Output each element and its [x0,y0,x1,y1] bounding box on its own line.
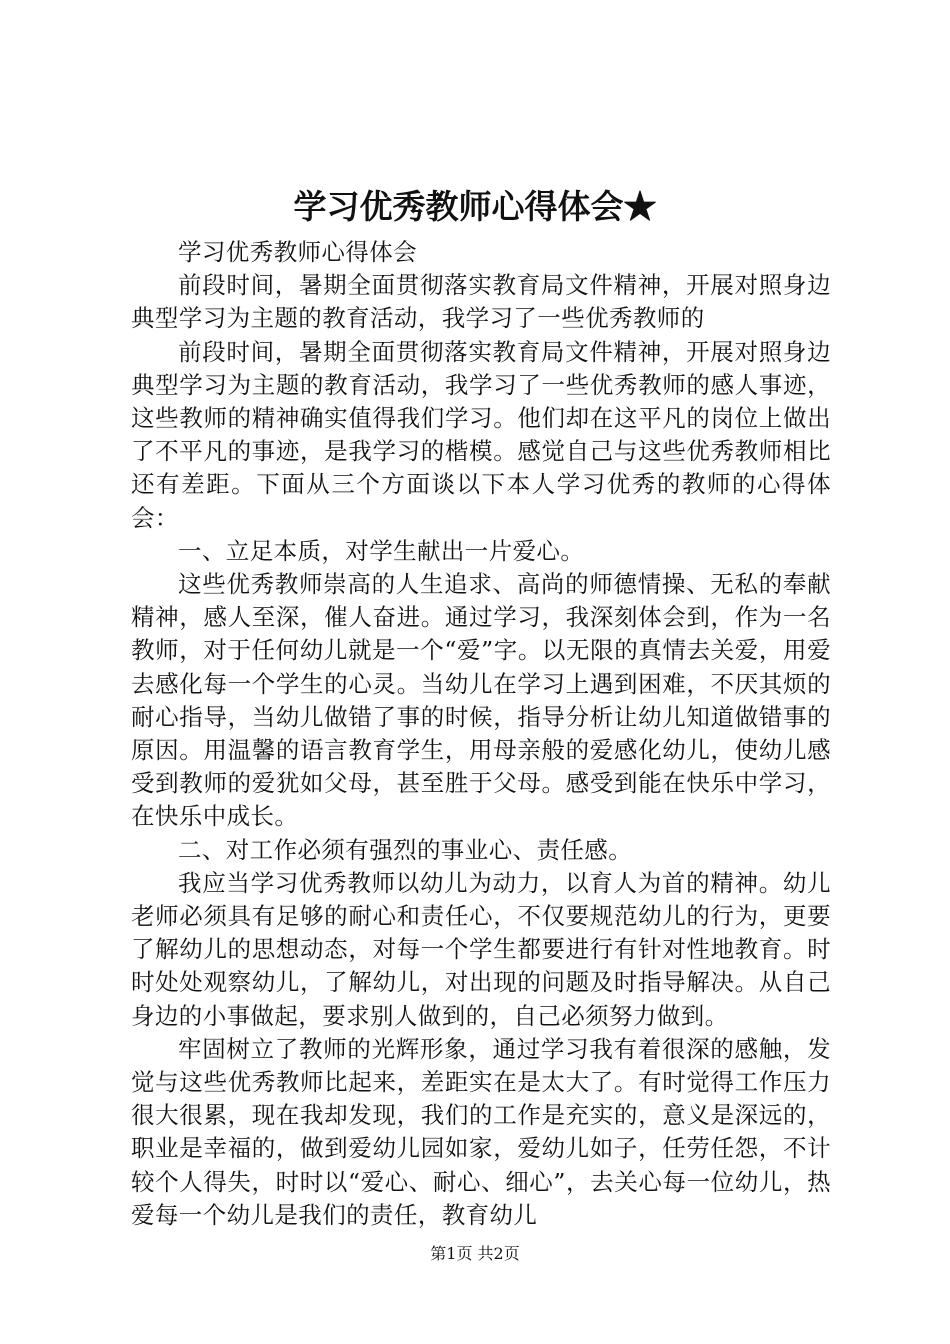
section-heading-1: 一、立足本质，对学生献出一片爱心。 [178,536,585,565]
paragraph-subtitle: 学习优秀教师心得体会 [178,238,417,266]
document-body [131,236,831,1232]
paragraph-section-2: 我应当学习优秀教师以幼儿为动力，以育人为首的精神。幼儿老师必须具有足够的耐心和责任心，不仅要规范幼儿的行为，更要了解幼儿的思想动态，对每一个学生都要进行有针对性地教育。时时处处观察幼儿，了解幼儿，对出现的问题及时指导解决。从自己身边的小事做起，要求别人做到的，自己必须努力做到。 [131,868,831,1030]
section-heading-2: 二、对工作必须有强烈的事业心、责任感。 [178,835,633,864]
page-number-footer: 第1页 共2页 [430,1244,520,1263]
paragraph-intro-fragment: 前段时间，暑期全面贯彻落实教育局文件精神，开展对照身边典型学习为主题的教育活动，我学习了一些优秀教师的 [131,271,831,333]
paragraph-section-3: 牢固树立了教师的光辉形象，通过学习我有着很深的感触，发觉与这些优秀教师比起来，差距实在是太大了。有时觉得工作压力很大很累，现在我却发现，我们的工作是充实的，意义是深远的，职业是幸福的，做到爱幼儿园如家，爱幼儿如子，任劳任怨，不计较个人得失，时时以“爱心、耐心、细心”，去关心每一位幼儿，热爱每一个幼儿是我们的责任，教育幼儿 [131,1034,831,1229]
paragraph-intro: 前段时间，暑期全面贯彻落实教育局文件精神，开展对照身边典型学习为主题的教育活动，我学习了一些优秀教师的感人事迹，这些教师的精神确实值得我们学习。他们却在这平凡的岗位上做出了不平凡的事迹，是我学习的楷模。感觉自己与这些优秀教师相比还有差距。下面从三个方面谈以下本人学习优秀的教师的心得体会： [131,337,831,532]
document-title: 学习优秀教师心得体会★ [293,187,657,226]
paragraph-section-1: 这些优秀教师崇高的人生追求、高尚的师德情操、无私的奉献精神，感人至深，催人奋进。通过学习，我深刻体会到，作为一名教师，对于任何幼儿就是一个“爱”字。以无限的真情去关爱，用爱去感化每一个学生的心灵。当幼儿在学习上遇到困难，不厌其烦的耐心指导，当幼儿做错了事的时候，指导分析让幼儿知道做错事的原因。用温馨的语言教育学生，用母亲般的爱感化幼儿，使幼儿感受到教师的爱犹如父母，甚至胜于父母。感受到能在快乐中学习，在快乐中成长。 [131,570,831,831]
